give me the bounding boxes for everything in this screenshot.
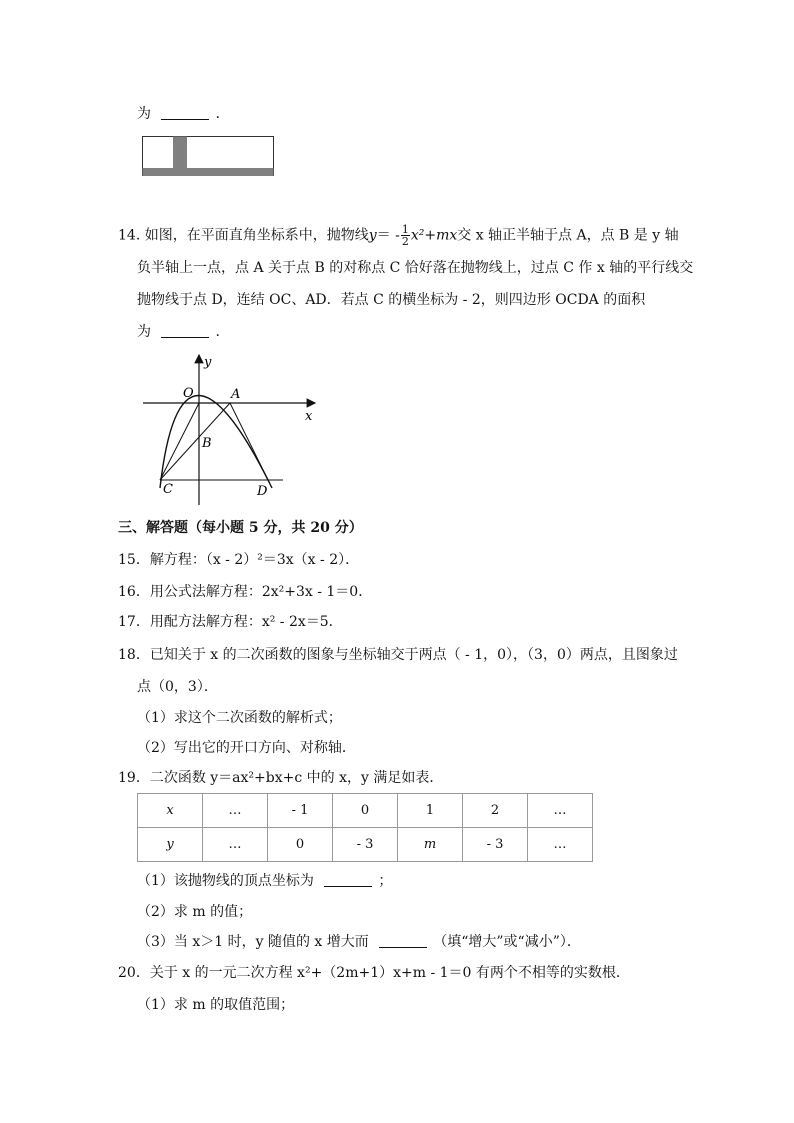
q14-line4	[137, 322, 220, 342]
label-y: y	[204, 355, 212, 370]
q14-line1-a: 如图，在平面直角坐标系中，抛物线	[144, 227, 369, 244]
q14-line2: 负半轴上一点，点 A 关于点 B 的对称点 C 恰好落在抛物线上，过点 C 作 x 轴的平行线交	[137, 260, 694, 276]
q13-answer-blank[interactable]	[161, 105, 209, 120]
table-cell: 2	[463, 794, 528, 828]
table-cell: - 3	[463, 828, 528, 862]
label-b: B	[202, 436, 212, 451]
table-cell: 0	[333, 794, 398, 828]
q18-line2: 点（0，3）．	[137, 679, 218, 695]
q19-trend-blank[interactable]	[379, 933, 427, 948]
q14-frac-den: 2	[401, 235, 409, 248]
q14-line3: 抛物线于点 D，连结 OC、AD．若点 C 的横坐标为 - 2，则四边形 OCDA 的面积	[137, 292, 646, 308]
q14-fraction	[401, 224, 410, 247]
table-cell: …	[528, 828, 593, 862]
q19-sub1-prefix: （1）该抛物线的顶点坐标为	[137, 873, 314, 889]
q19-sub3-prefix: （3）当 x＞1 时，y 随值的 x 增大而	[137, 934, 369, 950]
q14-number: 14.	[118, 227, 141, 244]
q14-line1-b: x²+mx	[410, 227, 458, 244]
table-cell: …	[528, 794, 593, 828]
table-cell: 1	[398, 794, 463, 828]
q13-tail	[137, 104, 220, 124]
table-cell: - 1	[268, 794, 333, 828]
table-cell: - 3	[333, 828, 398, 862]
q19-sub3-suffix: （填“增大”或“减小”）．	[433, 934, 581, 950]
segment-ac	[160, 403, 230, 480]
q19-sub3	[137, 932, 581, 952]
label-d: D	[257, 484, 268, 499]
table-cell: 0	[268, 828, 333, 862]
q19-table	[137, 793, 593, 862]
q19-sub1	[137, 871, 392, 891]
table-cell: …	[203, 794, 268, 828]
q14-frac-num: 1	[401, 223, 409, 236]
table-row-y	[138, 828, 593, 862]
q20-line1: 20．关于 x 的一元二次方程 x²+（2m+1）x+m - 1＝0 有两个不相等的实数根．	[118, 965, 630, 981]
q19-vertex-blank[interactable]	[324, 872, 372, 887]
table-cell: …	[203, 828, 268, 862]
segment-oc	[160, 403, 199, 480]
q13-prefix: 为	[137, 106, 151, 122]
q20-sub1: （1）求 m 的取值范围；	[137, 997, 295, 1013]
flag-figure	[142, 136, 274, 176]
table-cell: y	[138, 828, 203, 862]
q15-text: 15．解方程：（x - 2）²＝3x（x - 2）．	[118, 552, 360, 568]
table-cell: m	[398, 828, 463, 862]
label-o: O	[183, 386, 194, 401]
q14-eq: ＝ -	[376, 227, 400, 244]
label-x: x	[305, 409, 313, 424]
q18-sub1: （1）求这个二次函数的解析式；	[137, 710, 342, 726]
label-a: A	[231, 387, 241, 402]
parabola-curve	[160, 396, 272, 489]
q19-sub1-suffix: ；	[378, 873, 393, 889]
q19-intro: 19．二次函数 y＝ax²+bx+c 中的 x，y 满足如表．	[118, 770, 444, 786]
q14-answer-blank[interactable]	[161, 323, 209, 338]
q18-line1: 18．已知关于 x 的二次函数的图象与坐标轴交于两点（ - 1，0），（3，0）两点，且图象过	[118, 647, 678, 663]
parabola-graph	[140, 350, 330, 505]
q19-sub2: （2）求 m 的值；	[137, 904, 253, 920]
q14-y: y	[368, 227, 377, 244]
q14-line1	[118, 224, 679, 247]
q14-line1-c: 交 x 轴正半轴于点 A，点 B 是 y 轴	[457, 227, 679, 244]
label-c: C	[163, 482, 173, 497]
section3-title: 三、解答题（每小题 5 分，共 20 分）	[118, 520, 363, 536]
table-row-x	[138, 794, 593, 828]
q18-sub2: （2）写出它的开口方向、对称轴．	[137, 740, 356, 756]
q14-line4-prefix: 为	[137, 324, 151, 340]
q17-text: 17．用配方法解方程：x² - 2x＝5．	[118, 614, 343, 630]
table-cell: x	[138, 794, 203, 828]
flag-horizontal-stripe	[143, 168, 274, 176]
q13-suffix: .	[215, 106, 220, 122]
q16-text: 16．用公式法解方程：2x²+3x - 1＝0．	[118, 584, 373, 600]
segment-ad	[230, 403, 268, 480]
q14-line4-suffix: .	[215, 324, 220, 340]
